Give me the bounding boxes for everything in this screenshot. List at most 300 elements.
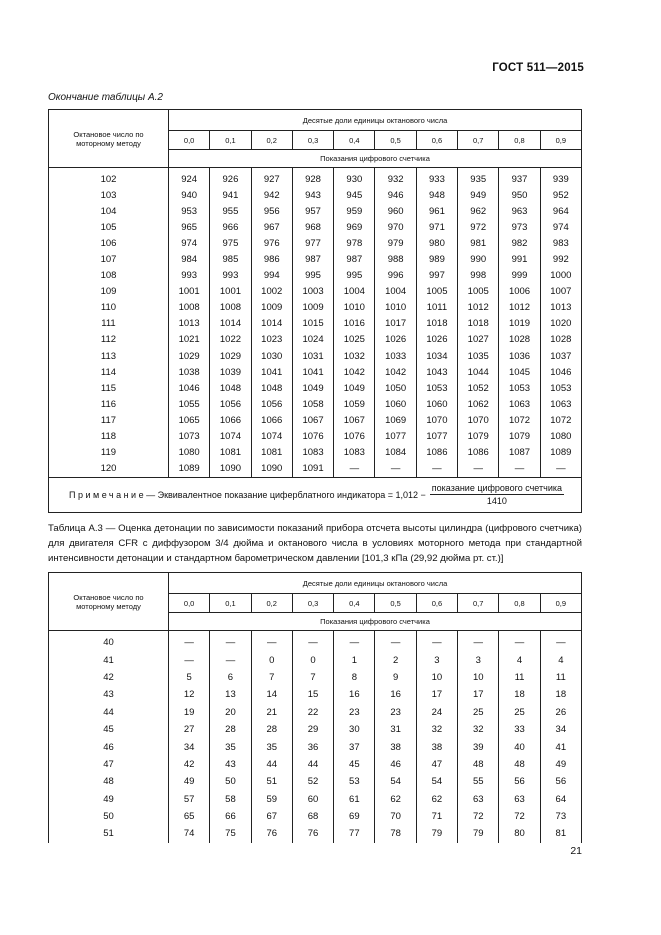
counter-value-cell: 1005 bbox=[458, 284, 499, 300]
counter-value-cell: 982 bbox=[499, 235, 540, 251]
counter-value-cell: 1032 bbox=[334, 348, 375, 364]
counter-value-cell: 0 bbox=[251, 651, 292, 668]
counter-value-cell: 1026 bbox=[375, 332, 416, 348]
counter-value-cell: 1066 bbox=[251, 412, 292, 428]
counter-value-cell: 64 bbox=[540, 791, 581, 808]
counter-value-cell: 992 bbox=[540, 251, 581, 267]
counter-value-cell: 988 bbox=[375, 251, 416, 267]
counter-value-cell: 1021 bbox=[169, 332, 210, 348]
counter-value-cell: 949 bbox=[458, 187, 499, 203]
counter-value-cell: 1004 bbox=[375, 284, 416, 300]
counter-value-cell: 993 bbox=[210, 268, 251, 284]
counter-value-cell: 957 bbox=[292, 203, 333, 219]
counter-value-cell: 991 bbox=[499, 251, 540, 267]
octane-number-cell: 119 bbox=[49, 445, 169, 461]
counter-value-cell: 928 bbox=[292, 168, 333, 188]
counter-value-cell: 1066 bbox=[210, 412, 251, 428]
counter-value-cell: 1001 bbox=[169, 284, 210, 300]
counter-value-cell: 1090 bbox=[251, 461, 292, 478]
counter-value-cell: 3 bbox=[416, 651, 457, 668]
counter-value-cell: 978 bbox=[334, 235, 375, 251]
table-row bbox=[49, 316, 582, 332]
counter-value-cell: 1031 bbox=[292, 348, 333, 364]
counter-value-cell: 63 bbox=[458, 791, 499, 808]
counter-value-cell: 68 bbox=[292, 808, 333, 825]
column-header: 0,5 bbox=[375, 594, 416, 613]
counter-value-cell: 1074 bbox=[251, 429, 292, 445]
counter-value-cell: — bbox=[540, 631, 581, 652]
note-numerator: показание цифрового счетчика bbox=[431, 483, 562, 494]
column-header: 0,1 bbox=[210, 131, 251, 150]
counter-value-cell: 1020 bbox=[540, 316, 581, 332]
counter-value-cell: 62 bbox=[375, 791, 416, 808]
counter-value-cell: 1013 bbox=[169, 316, 210, 332]
table-row bbox=[49, 704, 582, 721]
counter-value-cell: 1086 bbox=[416, 445, 457, 461]
counter-value-cell: 1019 bbox=[499, 316, 540, 332]
counter-value-cell: 1009 bbox=[251, 300, 292, 316]
counter-value-cell: — bbox=[210, 651, 251, 668]
counter-value-cell: 76 bbox=[292, 825, 333, 842]
counter-value-cell: 979 bbox=[375, 235, 416, 251]
counter-value-cell: 990 bbox=[458, 251, 499, 267]
counter-value-cell: 950 bbox=[499, 187, 540, 203]
counter-value-cell: 927 bbox=[251, 168, 292, 188]
table-row bbox=[49, 235, 582, 251]
counter-value-cell: 16 bbox=[334, 686, 375, 703]
counter-value-cell: 1043 bbox=[416, 364, 457, 380]
counter-value-cell: 962 bbox=[458, 203, 499, 219]
counter-value-cell: 1079 bbox=[499, 429, 540, 445]
octane-number-cell: 117 bbox=[49, 412, 169, 428]
counter-value-cell: 1070 bbox=[416, 412, 457, 428]
counter-value-cell: 1014 bbox=[210, 316, 251, 332]
counter-value-cell: 11 bbox=[540, 669, 581, 686]
octane-number-cell: 108 bbox=[49, 268, 169, 284]
counter-value-cell: 939 bbox=[540, 168, 581, 188]
note-text: — Эквивалентное показание циферблатного индикатора = 1,012 − bbox=[146, 489, 426, 500]
counter-value-cell: 58 bbox=[210, 791, 251, 808]
octane-number-cell: 116 bbox=[49, 396, 169, 412]
counter-value-cell: 1008 bbox=[210, 300, 251, 316]
table-note bbox=[49, 477, 582, 512]
counter-value-cell: 1063 bbox=[540, 396, 581, 412]
column-header: 0,0 bbox=[169, 131, 210, 150]
counter-value-cell: 80 bbox=[499, 825, 540, 842]
counter-value-cell: 1022 bbox=[210, 332, 251, 348]
column-header: 0,4 bbox=[334, 131, 375, 150]
column-header: 0,8 bbox=[499, 131, 540, 150]
counter-value-cell: 23 bbox=[334, 704, 375, 721]
counter-value-cell: 1072 bbox=[499, 412, 540, 428]
counter-value-cell: 1072 bbox=[540, 412, 581, 428]
counter-value-cell: 969 bbox=[334, 219, 375, 235]
counter-value-cell: 1027 bbox=[458, 332, 499, 348]
counter-value-cell: 73 bbox=[540, 808, 581, 825]
counter-value-cell: 2 bbox=[375, 651, 416, 668]
counter-value-cell: 70 bbox=[375, 808, 416, 825]
table-row bbox=[49, 773, 582, 790]
counter-value-cell: 41 bbox=[540, 738, 581, 755]
table-row bbox=[49, 825, 582, 842]
counter-value-cell: 1060 bbox=[416, 396, 457, 412]
counter-value-cell: 999 bbox=[499, 268, 540, 284]
counter-value-cell: 1039 bbox=[210, 364, 251, 380]
counter-value-cell: 43 bbox=[210, 756, 251, 773]
octane-number-cell: 115 bbox=[49, 380, 169, 396]
counter-value-cell: 994 bbox=[251, 268, 292, 284]
counter-value-cell: 1012 bbox=[499, 300, 540, 316]
counter-value-cell: — bbox=[458, 461, 499, 478]
counter-value-cell: 1081 bbox=[210, 445, 251, 461]
counter-value-cell: 1030 bbox=[251, 348, 292, 364]
counter-value-cell: 1063 bbox=[499, 396, 540, 412]
counter-value-cell: 74 bbox=[169, 825, 210, 842]
counter-value-cell: 930 bbox=[334, 168, 375, 188]
table-row bbox=[49, 219, 582, 235]
table-row bbox=[49, 461, 582, 478]
counter-value-cell: 995 bbox=[292, 268, 333, 284]
counter-value-cell: 48 bbox=[458, 756, 499, 773]
counter-value-cell: 6 bbox=[210, 669, 251, 686]
counter-value-cell: 12 bbox=[169, 686, 210, 703]
table-row bbox=[49, 445, 582, 461]
column-header: 0,5 bbox=[375, 131, 416, 150]
counter-value-cell: 973 bbox=[499, 219, 540, 235]
counter-value-cell: 1065 bbox=[169, 412, 210, 428]
counter-value-cell: 966 bbox=[210, 219, 251, 235]
counter-value-cell: 30 bbox=[334, 721, 375, 738]
counter-value-cell: 25 bbox=[458, 704, 499, 721]
counter-value-cell: 1041 bbox=[251, 364, 292, 380]
counter-value-cell: 3 bbox=[458, 651, 499, 668]
counter-value-cell: 28 bbox=[251, 721, 292, 738]
counter-value-cell: 18 bbox=[540, 686, 581, 703]
counter-value-cell: 40 bbox=[499, 738, 540, 755]
counter-value-cell: 1033 bbox=[375, 348, 416, 364]
counter-value-cell: 57 bbox=[169, 791, 210, 808]
table-row bbox=[49, 332, 582, 348]
counter-value-cell: 72 bbox=[458, 808, 499, 825]
counter-value-cell: 1076 bbox=[334, 429, 375, 445]
counter-value-cell: 1076 bbox=[292, 429, 333, 445]
counter-value-cell: 66 bbox=[210, 808, 251, 825]
table-row bbox=[49, 808, 582, 825]
counter-value-cell: 964 bbox=[540, 203, 581, 219]
counter-value-cell: 32 bbox=[458, 721, 499, 738]
octane-number-cell: 45 bbox=[49, 721, 169, 738]
counter-value-cell: 976 bbox=[251, 235, 292, 251]
counter-value-cell: 1009 bbox=[292, 300, 333, 316]
row-label-header: Октановое число по моторному методу bbox=[49, 110, 169, 168]
counter-value-cell: 7 bbox=[251, 669, 292, 686]
counter-value-cell: 1025 bbox=[334, 332, 375, 348]
counter-value-cell: 33 bbox=[499, 721, 540, 738]
counter-value-cell: 1036 bbox=[499, 348, 540, 364]
counter-value-cell: 15 bbox=[292, 686, 333, 703]
counter-value-cell: 1053 bbox=[499, 380, 540, 396]
octane-number-cell: 104 bbox=[49, 203, 169, 219]
counter-value-cell: 967 bbox=[251, 219, 292, 235]
column-header: 0,6 bbox=[416, 131, 457, 150]
counter-value-cell: 1005 bbox=[416, 284, 457, 300]
counter-value-cell: 993 bbox=[169, 268, 210, 284]
counter-value-cell: 78 bbox=[375, 825, 416, 842]
counter-value-cell: — bbox=[375, 461, 416, 478]
counter-value-cell: 1079 bbox=[458, 429, 499, 445]
table-row bbox=[49, 721, 582, 738]
counter-value-cell: 1003 bbox=[292, 284, 333, 300]
octane-number-cell: 43 bbox=[49, 686, 169, 703]
counter-value-cell: 1062 bbox=[458, 396, 499, 412]
counter-value-cell: 44 bbox=[251, 756, 292, 773]
counter-value-cell: 56 bbox=[540, 773, 581, 790]
counter-value-cell: 1015 bbox=[292, 316, 333, 332]
octane-number-cell: 50 bbox=[49, 808, 169, 825]
column-header: 0,2 bbox=[251, 594, 292, 613]
counter-value-cell: 1089 bbox=[169, 461, 210, 478]
counter-value-cell: 1089 bbox=[540, 445, 581, 461]
counter-value-cell: 1042 bbox=[334, 364, 375, 380]
table-row bbox=[49, 738, 582, 755]
column-header: 0,6 bbox=[416, 594, 457, 613]
octane-number-cell: 47 bbox=[49, 756, 169, 773]
table-row bbox=[49, 686, 582, 703]
counter-value-cell: 1016 bbox=[334, 316, 375, 332]
counter-value-cell: 1045 bbox=[499, 364, 540, 380]
counter-value-cell: 48 bbox=[499, 756, 540, 773]
column-header: 0,2 bbox=[251, 131, 292, 150]
octane-number-cell: 102 bbox=[49, 168, 169, 188]
counter-value-cell: — bbox=[292, 631, 333, 652]
counter-value-cell: 1083 bbox=[334, 445, 375, 461]
table-row bbox=[49, 651, 582, 668]
counter-value-cell: 69 bbox=[334, 808, 375, 825]
table-row bbox=[49, 669, 582, 686]
counter-value-cell: 1067 bbox=[292, 412, 333, 428]
counter-value-cell: 31 bbox=[375, 721, 416, 738]
counter-value-cell: 1046 bbox=[169, 380, 210, 396]
counter-value-cell: 28 bbox=[210, 721, 251, 738]
counter-value-cell: 1060 bbox=[375, 396, 416, 412]
counter-value-cell: 1037 bbox=[540, 348, 581, 364]
counter-value-cell: 1070 bbox=[458, 412, 499, 428]
counter-value-cell: 75 bbox=[210, 825, 251, 842]
counter-value-cell: 1053 bbox=[416, 380, 457, 396]
table-row bbox=[49, 631, 582, 652]
counter-value-cell: 960 bbox=[375, 203, 416, 219]
counter-value-cell: 10 bbox=[416, 669, 457, 686]
octane-number-cell: 106 bbox=[49, 235, 169, 251]
counter-value-cell: 937 bbox=[499, 168, 540, 188]
page-number: 21 bbox=[570, 845, 582, 857]
counter-value-cell: 77 bbox=[334, 825, 375, 842]
counter-value-cell: 961 bbox=[416, 203, 457, 219]
counter-value-cell: 965 bbox=[169, 219, 210, 235]
counter-value-cell: 50 bbox=[210, 773, 251, 790]
counter-value-cell: 1004 bbox=[334, 284, 375, 300]
column-header: 0,0 bbox=[169, 594, 210, 613]
counter-value-cell: 1 bbox=[334, 651, 375, 668]
octane-number-cell: 105 bbox=[49, 219, 169, 235]
counter-value-cell: 65 bbox=[169, 808, 210, 825]
counter-value-cell: 26 bbox=[540, 704, 581, 721]
counter-value-cell: 924 bbox=[169, 168, 210, 188]
octane-number-cell: 109 bbox=[49, 284, 169, 300]
table-row bbox=[49, 300, 582, 316]
counter-value-cell: — bbox=[499, 631, 540, 652]
counter-value-cell: — bbox=[251, 631, 292, 652]
counter-value-cell: 1024 bbox=[292, 332, 333, 348]
counter-value-cell: 5 bbox=[169, 669, 210, 686]
octane-number-cell: 48 bbox=[49, 773, 169, 790]
counter-value-cell: 32 bbox=[416, 721, 457, 738]
counter-value-cell: 987 bbox=[292, 251, 333, 267]
counter-value-cell: 985 bbox=[210, 251, 251, 267]
counter-value-cell: 1077 bbox=[375, 429, 416, 445]
column-header: 0,9 bbox=[540, 594, 581, 613]
counter-value-cell: 1012 bbox=[458, 300, 499, 316]
counter-value-cell: 62 bbox=[416, 791, 457, 808]
counter-value-cell: 1007 bbox=[540, 284, 581, 300]
counter-value-cell: 940 bbox=[169, 187, 210, 203]
table-row bbox=[49, 284, 582, 300]
octane-number-cell: 114 bbox=[49, 364, 169, 380]
counter-value-cell: 9 bbox=[375, 669, 416, 686]
counter-value-cell: 4 bbox=[540, 651, 581, 668]
counter-value-cell: 997 bbox=[416, 268, 457, 284]
counter-value-cell: 1053 bbox=[540, 380, 581, 396]
octane-number-cell: 42 bbox=[49, 669, 169, 686]
counter-value-cell: 974 bbox=[169, 235, 210, 251]
counter-value-cell: 55 bbox=[458, 773, 499, 790]
counter-value-cell: 1028 bbox=[540, 332, 581, 348]
counter-value-cell: 13 bbox=[210, 686, 251, 703]
counter-value-cell: — bbox=[169, 631, 210, 652]
counter-value-cell: — bbox=[210, 631, 251, 652]
counter-value-cell: 63 bbox=[499, 791, 540, 808]
counter-value-cell: 1029 bbox=[210, 348, 251, 364]
octane-number-cell: 120 bbox=[49, 461, 169, 478]
table-a3 bbox=[48, 572, 582, 843]
counter-value-cell: 19 bbox=[169, 704, 210, 721]
column-header: 0,7 bbox=[458, 594, 499, 613]
counter-value-cell: 1014 bbox=[251, 316, 292, 332]
counter-value-cell: 1035 bbox=[458, 348, 499, 364]
table-row bbox=[49, 268, 582, 284]
counter-value-cell: 44 bbox=[292, 756, 333, 773]
counter-value-cell: 948 bbox=[416, 187, 457, 203]
column-header: 0,1 bbox=[210, 594, 251, 613]
counter-value-cell: 1010 bbox=[334, 300, 375, 316]
octane-number-cell: 46 bbox=[49, 738, 169, 755]
counter-value-cell: 54 bbox=[375, 773, 416, 790]
counter-value-cell: 1049 bbox=[334, 380, 375, 396]
counter-value-cell: 37 bbox=[334, 738, 375, 755]
counter-value-cell: 53 bbox=[334, 773, 375, 790]
counter-value-cell: 38 bbox=[375, 738, 416, 755]
row-label-header: Октановое число по моторному методу bbox=[49, 573, 169, 631]
counter-value-cell: 941 bbox=[210, 187, 251, 203]
counter-value-cell: 977 bbox=[292, 235, 333, 251]
counter-value-cell: — bbox=[458, 631, 499, 652]
counter-value-cell: 986 bbox=[251, 251, 292, 267]
counter-value-cell: 54 bbox=[416, 773, 457, 790]
table-row bbox=[49, 380, 582, 396]
counter-value-cell: 983 bbox=[540, 235, 581, 251]
counter-value-cell: 1083 bbox=[292, 445, 333, 461]
counter-value-cell: 1010 bbox=[375, 300, 416, 316]
counter-value-cell: 1084 bbox=[375, 445, 416, 461]
counter-value-cell: 1000 bbox=[540, 268, 581, 284]
octane-number-cell: 112 bbox=[49, 332, 169, 348]
note-fraction bbox=[430, 483, 564, 506]
counter-value-cell: 51 bbox=[251, 773, 292, 790]
counter-value-cell: 1080 bbox=[540, 429, 581, 445]
counter-value-cell: 1018 bbox=[458, 316, 499, 332]
counter-value-cell: 998 bbox=[458, 268, 499, 284]
counter-value-cell: 34 bbox=[540, 721, 581, 738]
counter-value-cell: 35 bbox=[251, 738, 292, 755]
octane-number-cell: 110 bbox=[49, 300, 169, 316]
counter-value-cell: 1073 bbox=[169, 429, 210, 445]
counter-value-cell: 22 bbox=[292, 704, 333, 721]
counter-value-cell: 25 bbox=[499, 704, 540, 721]
octane-number-cell: 51 bbox=[49, 825, 169, 842]
counter-value-cell: 35 bbox=[210, 738, 251, 755]
table-row bbox=[49, 348, 582, 364]
counter-value-cell: 981 bbox=[458, 235, 499, 251]
counter-value-cell: 34 bbox=[169, 738, 210, 755]
octane-number-cell: 44 bbox=[49, 704, 169, 721]
counter-value-cell: 79 bbox=[458, 825, 499, 842]
counter-value-cell: 987 bbox=[334, 251, 375, 267]
counter-value-cell: — bbox=[416, 461, 457, 478]
octane-number-cell: 118 bbox=[49, 429, 169, 445]
counter-value-cell: 1002 bbox=[251, 284, 292, 300]
counter-value-cell: 1026 bbox=[416, 332, 457, 348]
counter-value-cell: 1028 bbox=[499, 332, 540, 348]
counter-value-cell: 23 bbox=[375, 704, 416, 721]
counter-value-cell: 1069 bbox=[375, 412, 416, 428]
counter-value-cell: 27 bbox=[169, 721, 210, 738]
counter-value-cell: 17 bbox=[416, 686, 457, 703]
counter-value-cell: 1056 bbox=[210, 396, 251, 412]
table2-caption: Таблица А.3 — Оценка детонации по зависимости показаний прибора отсчета высоты цилиндра (цифрового счетчика) для двигателя CFR с диффузором 3/4 дюйма и октанового числа в условиях моторного метода при стандартной интенсивности детонации и стандартном барометрическом давлении [101,3 кПа (29,92 дюйма рт. ст.)] bbox=[48, 523, 582, 564]
counter-value-cell: 1044 bbox=[458, 364, 499, 380]
counter-value-cell: 1058 bbox=[292, 396, 333, 412]
counter-value-cell: 1023 bbox=[251, 332, 292, 348]
counter-value-cell: 21 bbox=[251, 704, 292, 721]
counter-value-cell: 1013 bbox=[540, 300, 581, 316]
counter-value-cell: 956 bbox=[251, 203, 292, 219]
octane-number-cell: 103 bbox=[49, 187, 169, 203]
counter-value-cell: 935 bbox=[458, 168, 499, 188]
octane-number-cell: 41 bbox=[49, 651, 169, 668]
counter-value-cell: 972 bbox=[458, 219, 499, 235]
counter-value-cell: 49 bbox=[169, 773, 210, 790]
counter-value-cell: 42 bbox=[169, 756, 210, 773]
counter-value-cell: 1034 bbox=[416, 348, 457, 364]
counter-value-cell: 67 bbox=[251, 808, 292, 825]
counter-value-cell: 974 bbox=[540, 219, 581, 235]
counter-value-cell: 46 bbox=[375, 756, 416, 773]
column-header: 0,3 bbox=[292, 131, 333, 150]
counter-value-cell: 1052 bbox=[458, 380, 499, 396]
counter-value-cell: 8 bbox=[334, 669, 375, 686]
document-header: ГОСТ 511—2015 bbox=[492, 62, 584, 74]
octane-number-cell: 40 bbox=[49, 631, 169, 652]
